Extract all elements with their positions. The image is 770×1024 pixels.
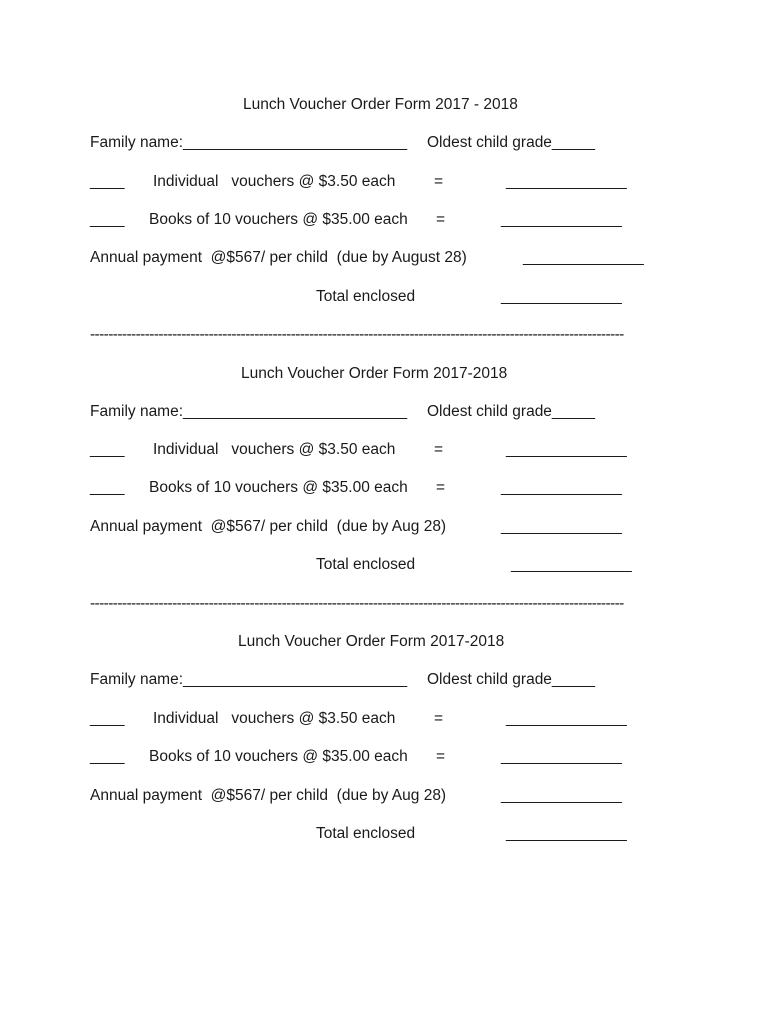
total-enclosed-line[interactable]: ______________ xyxy=(501,288,622,305)
form-title: Lunch Voucher Order Form 2017-2018 xyxy=(238,633,505,650)
family-name-field[interactable]: Family name:__________________________ xyxy=(90,671,408,688)
annual-payment-label: Annual payment @$567/ per child (due by Aug 28) xyxy=(90,518,447,535)
oldest-child-grade-field[interactable]: Oldest child grade_____ xyxy=(427,134,596,151)
individual-quantity-blank[interactable]: ____ xyxy=(90,173,125,190)
books-quantity-blank[interactable]: ____ xyxy=(90,211,125,228)
books-vouchers-label: Books of 10 vouchers @ $35.00 each xyxy=(149,479,408,496)
equals-sign: = xyxy=(434,173,444,190)
cut-line-separator: --------------------------------------------------------------------------------------------------------------------- xyxy=(90,596,624,612)
total-enclosed-line[interactable]: ______________ xyxy=(511,556,632,573)
individual-vouchers-label: Individual vouchers @ $3.50 each xyxy=(153,710,396,727)
total-enclosed-label: Total enclosed xyxy=(316,556,416,573)
books-vouchers-label: Books of 10 vouchers @ $35.00 each xyxy=(149,748,408,765)
total-enclosed-line[interactable]: ______________ xyxy=(506,825,627,842)
equals-sign: = xyxy=(434,441,444,458)
annual-payment-line[interactable]: ______________ xyxy=(501,518,622,535)
books-amount-line[interactable]: ______________ xyxy=(501,211,622,228)
equals-sign: = xyxy=(436,211,446,228)
books-amount-line[interactable]: ______________ xyxy=(501,748,622,765)
books-quantity-blank[interactable]: ____ xyxy=(90,748,125,765)
equals-sign: = xyxy=(436,748,446,765)
form-title: Lunch Voucher Order Form 2017 - 2018 xyxy=(243,96,518,113)
total-enclosed-label: Total enclosed xyxy=(316,288,416,305)
individual-vouchers-label: Individual vouchers @ $3.50 each xyxy=(153,441,396,458)
annual-payment-line[interactable]: ______________ xyxy=(501,787,622,804)
cut-line-separator: --------------------------------------------------------------------------------------------------------------------- xyxy=(90,327,624,343)
total-enclosed-label: Total enclosed xyxy=(316,825,416,842)
books-quantity-blank[interactable]: ____ xyxy=(90,479,125,496)
annual-payment-label: Annual payment @$567/ per child (due by Aug 28) xyxy=(90,787,447,804)
oldest-child-grade-field[interactable]: Oldest child grade_____ xyxy=(427,403,596,420)
individual-amount-line[interactable]: ______________ xyxy=(506,441,627,458)
oldest-child-grade-field[interactable]: Oldest child grade_____ xyxy=(427,671,596,688)
individual-quantity-blank[interactable]: ____ xyxy=(90,441,125,458)
individual-vouchers-label: Individual vouchers @ $3.50 each xyxy=(153,173,396,190)
books-amount-line[interactable]: ______________ xyxy=(501,479,622,496)
family-name-field[interactable]: Family name:__________________________ xyxy=(90,134,408,151)
individual-quantity-blank[interactable]: ____ xyxy=(90,710,125,727)
individual-amount-line[interactable]: ______________ xyxy=(506,710,627,727)
equals-sign: = xyxy=(436,479,446,496)
books-vouchers-label: Books of 10 vouchers @ $35.00 each xyxy=(149,211,408,228)
form-title: Lunch Voucher Order Form 2017-2018 xyxy=(241,365,508,382)
annual-payment-line[interactable]: ______________ xyxy=(523,249,644,266)
annual-payment-label: Annual payment @$567/ per child (due by August 28) xyxy=(90,249,467,266)
individual-amount-line[interactable]: ______________ xyxy=(506,173,627,190)
family-name-field[interactable]: Family name:__________________________ xyxy=(90,403,408,420)
equals-sign: = xyxy=(434,710,444,727)
